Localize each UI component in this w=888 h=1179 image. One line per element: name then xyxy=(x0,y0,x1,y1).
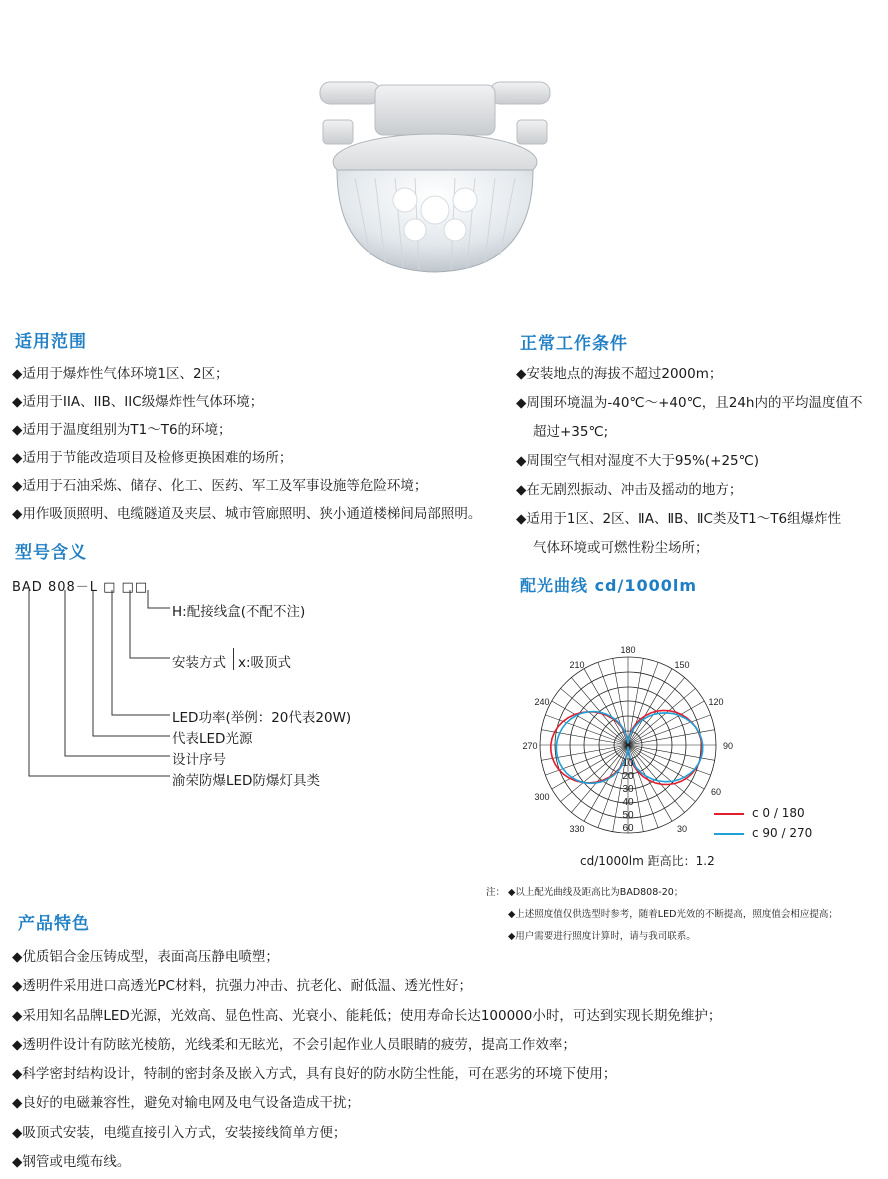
angle-label: 30 xyxy=(676,824,688,834)
label-h: H:配接线盒(不配不注) xyxy=(172,604,306,620)
radial-label: 50 xyxy=(622,810,634,821)
angle-label: 300 xyxy=(534,792,550,802)
angle-label: 150 xyxy=(674,660,690,670)
note-item: ◆以上配光曲线及距高比为BAD808-20； xyxy=(508,887,684,898)
divider xyxy=(233,648,234,670)
conditions-title: 正常工作条件 xyxy=(520,334,628,354)
label-power: LED功率(举例：20代表20W) xyxy=(172,710,352,726)
model-title: 型号含义 xyxy=(15,543,87,563)
scope-title: 适用范围 xyxy=(15,332,87,352)
notes-prefix: 注： xyxy=(486,887,506,898)
list-item: ◆安装地点的海拔不超过2000m； xyxy=(516,366,723,382)
list-item: ◆用作吸顶照明、电缆隧道及夹层、城市管廊照明、狭小通道楼梯间局部照明。 xyxy=(12,506,482,522)
features-list xyxy=(12,945,721,1179)
angle-label: 60 xyxy=(710,787,722,797)
note-item: ◆用户需要进行照度计算时，请与我司联系。 xyxy=(508,931,696,942)
legend-label-c90: c 90 / 270 xyxy=(752,826,813,840)
legend-swatch-c90 xyxy=(714,833,744,835)
list-item: ◆优质铝合金压铸成型，表面高压静电喷塑； xyxy=(12,949,279,965)
model-diagram-lines xyxy=(0,588,200,788)
radial-label: 60 xyxy=(622,823,634,834)
list-item: ◆吸顶式安装，电缆直接引入方式，安装接线简单方便； xyxy=(12,1124,347,1141)
note-item: ◆上述照度值仅供选型时参考，随着LED光效的不断提高，照度值会相应提高； xyxy=(508,909,838,920)
list-item: ◆透明件设计有防眩光棱筋，光线柔和无眩光，不会引起作业人员眼睛的疲劳，提高工作效率； xyxy=(12,1036,576,1053)
radial-label: 30 xyxy=(622,784,634,795)
curve-caption: cd/1000lm 距高比：1.2 xyxy=(580,854,715,868)
list-item: ◆适用于节能改造项目及检修更换困难的场所； xyxy=(12,450,293,466)
legend-label-c0: c 0 / 180 xyxy=(752,806,805,820)
legend-swatch-c0 xyxy=(714,813,744,815)
label-led: 代表LED光源 xyxy=(172,731,253,747)
angle-label: 270 xyxy=(522,741,538,751)
label-brand: 渝荣防爆LED防爆灯具类 xyxy=(172,773,320,789)
angle-label: 210 xyxy=(569,660,585,670)
list-item: ◆适用于石油采炼、储存、化工、医药、军工及军事设施等危险环境； xyxy=(12,478,428,494)
list-item: ◆透明件采用进口高透光PC材料，抗强力冲击、抗老化、耐低温、透光性好； xyxy=(12,978,472,995)
radial-label: 10 xyxy=(622,758,634,769)
label-mount: 安装方式 xyxy=(172,655,226,671)
list-item: ◆在无剧烈振动、冲击及摇动的地方； xyxy=(516,482,743,498)
list-item: ◆适用于爆炸性气体环境1区、2区； xyxy=(12,366,229,382)
angle-label: 90 xyxy=(722,741,734,751)
angle-label: 180 xyxy=(620,645,636,655)
list-item: 超过+35℃; xyxy=(533,424,609,440)
list-item: ◆钢管或电缆布线。 xyxy=(12,1154,131,1171)
curve-title: 配光曲线 cd/1000lm xyxy=(520,576,698,595)
list-item: ◆良好的电磁兼容性，避免对输电网及电气设备造成干扰； xyxy=(12,1095,360,1112)
angle-label: 330 xyxy=(569,824,585,834)
list-item: ◆科学密封结构设计，特制的密封条及嵌入方式，具有良好的防水防尘性能，可在恶劣的环境下使用； xyxy=(12,1066,617,1083)
conditions-list xyxy=(516,362,862,565)
scope-list xyxy=(12,362,481,530)
angle-label: 120 xyxy=(708,697,724,707)
model-code: BAD 808－L □ □□ xyxy=(12,580,149,595)
polar-chart xyxy=(520,640,740,845)
label-serial: 设计序号 xyxy=(172,752,226,768)
list-item: ◆周围环境温为-40℃～+40℃，且24h内的平均温度值不 xyxy=(516,395,863,411)
product-photo xyxy=(315,70,555,275)
angle-label: 240 xyxy=(534,697,550,707)
list-item: ◆适用于温度组别为T1～T6的环境； xyxy=(12,422,232,438)
radial-label: 20 xyxy=(622,771,634,782)
radial-label: 40 xyxy=(622,797,634,808)
label-mount-value: x:吸顶式 xyxy=(238,655,292,671)
list-item: ◆适用于IIA、IIB、IIC级爆炸性气体环境； xyxy=(12,394,264,410)
list-item: ◆适用于1区、2区、ⅡA、ⅡB、ⅡC类及T1～T6组爆炸性 xyxy=(516,511,842,527)
features-title: 产品特色 xyxy=(18,914,90,934)
list-item: ◆周围空气相对湿度不大于95%(+25℃) xyxy=(516,453,760,469)
list-item: ◆采用知名品牌LED光源，光效高、显色性高、光衰小、能耗低；使用寿命长达100000小时，可达到实现长期免维护； xyxy=(12,1007,722,1024)
list-item: 气体环境或可燃性粉尘场所； xyxy=(533,540,709,556)
